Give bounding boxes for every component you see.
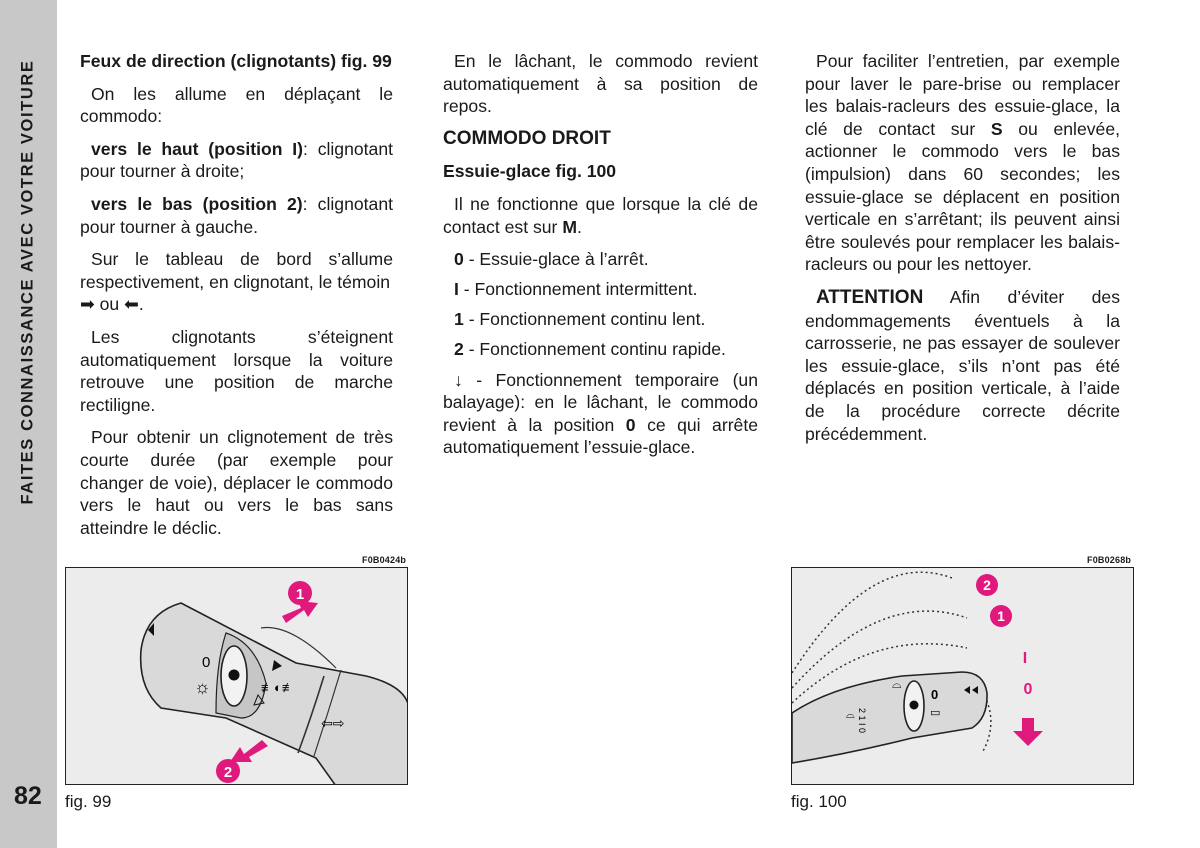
list-item [443,308,758,331]
figure-100 [791,567,1134,785]
paragraph [443,369,758,459]
text: Sur le tableau de bord s’allume respectivement, en clignotant, le témoin [80,249,393,292]
item-key: 0 [454,249,464,270]
text: . [576,216,582,237]
turn-signal-stalk-illustration [66,568,408,785]
section-heading: COMMODO DROIT [443,127,611,149]
item-text: - Fonctionnement continu lent. [468,309,706,330]
sidebar-title: FAITES CONNAISSANCE AVEC VOTRE VOITURE [18,59,37,505]
column-3 [805,50,1120,455]
position-label-I: I [1022,650,1028,667]
position-label-1: 1 [997,608,1005,624]
list-item [443,338,758,361]
down-arrow-icon [1013,718,1043,746]
list-item [443,248,758,271]
paragraph [80,138,393,183]
position-label-2: 2 [983,577,991,593]
heading-wiper: Essuie-glace fig. 100 [443,161,617,182]
washer-icon: ⌓ [846,709,855,721]
text: ce qui arrête automatiquement l’essuie-glace. [443,414,759,458]
paragraph [443,193,758,238]
bold-term: S [990,118,1003,139]
text: Afin d’éviter des endommagements éventuels à la carrosserie, ne pas essayer de soulever les essuie-glace, s’ils n’ont pas été déplacés en position verticale, à l’aide de la procédure correcte décrite précédemment. [805,286,1120,444]
warning-label: ATTENTION [816,286,924,308]
bold-term: M [562,216,577,237]
figure-99 [65,567,408,785]
item-text: - Fonctionnement continu rapide. [468,339,726,360]
text: - Fonctionnement temporaire (un balayage): en le lâchant, le commodo revient à la position [443,369,758,435]
item-key: 2 [454,339,464,360]
text: ou [99,294,120,315]
wiper-stalk-illustration [792,568,1134,785]
speed-scale: 2 1 I 0 [857,708,867,734]
paragraph: Pour obtenir un clignotement de très courte durée (par exemple pour changer de voie), déplacer le commodo vers le haut ou vers le bas sans atteindre le déclic. [80,427,393,538]
item-text: - Fonctionnement intermittent. [463,279,698,300]
left-arrow-icon: ⬅ [124,294,139,315]
text: ou enlevée, actionner le commodo vers le bas (impulsion) dans 60 secondes; les essuie-glace se déplacent en position verticale en s’arrêtant; ils peuvent ainsi être soulevés pour remplacer les balais-racleurs ou pour les nettoyer. [805,118,1120,275]
text: . [138,294,144,315]
light-icon: ☼ [194,677,211,697]
bold-term: 0 [625,414,636,435]
paragraph: Les clignotants s’éteignent automatiquement lorsque la voiture retrouve une position de marche rectiligne. [80,326,393,415]
column-2 [443,50,758,469]
arrow-label-up: 1 [295,586,305,603]
text: Pour faciliter l’entretien, par exemple pour laver le pare-brise ou remplacer les balais-racleurs des essuie-glace, la clé de contact sur [805,51,1120,139]
text: : clignotant pour tourner à gauche. [80,193,393,237]
bold-term: vers le bas (position 2) [91,193,303,214]
arrow-label-down: 2 [223,764,233,781]
paragraph [805,286,1120,445]
figure-ref: F0B0268b [1087,555,1132,565]
paragraph [80,248,393,316]
figure-caption: fig. 100 [791,792,847,811]
position-label-0: 0 [1023,681,1033,698]
list-item [443,278,758,301]
page-number: 82 [14,782,42,810]
text: : clignotant pour tourner à droite; [80,138,394,182]
turn-arrows-icon: ⇦⇨ [321,715,345,731]
bold-term: vers le haut (position I) [91,138,304,159]
column-1 [80,50,393,549]
paragraph [80,193,393,238]
paragraph [805,50,1120,276]
stalk-label-0: 0 [202,654,211,671]
stalk-label-0: 0 [931,687,939,702]
paragraph: En le lâchant, le commodo revient automatiquement à sa position de repos. [443,51,758,117]
item-key: 1 [454,309,464,330]
rear-wiper-icon: ▭ [930,707,941,719]
paragraph: On les allume en déplaçant le commodo: [80,83,393,127]
down-arrow-icon: ↓ [454,369,463,390]
text: Il ne fonctionne que lorsque la clé de contact est sur [443,193,758,237]
figure-ref: F0B0424b [362,555,407,565]
item-key: I [454,279,459,300]
item-text: - Essuie-glace à l’arrêt. [468,249,649,270]
wiper-icon: ⌓ [892,677,902,691]
fog-light-icon: ≢◐≢ [261,680,295,695]
figure-caption: fig. 99 [65,792,112,811]
heading-turn-signals: Feux de direction (clignotants) fig. 99 [80,51,392,71]
right-arrow-icon: ➡ [80,294,95,315]
sidebar [0,0,57,848]
